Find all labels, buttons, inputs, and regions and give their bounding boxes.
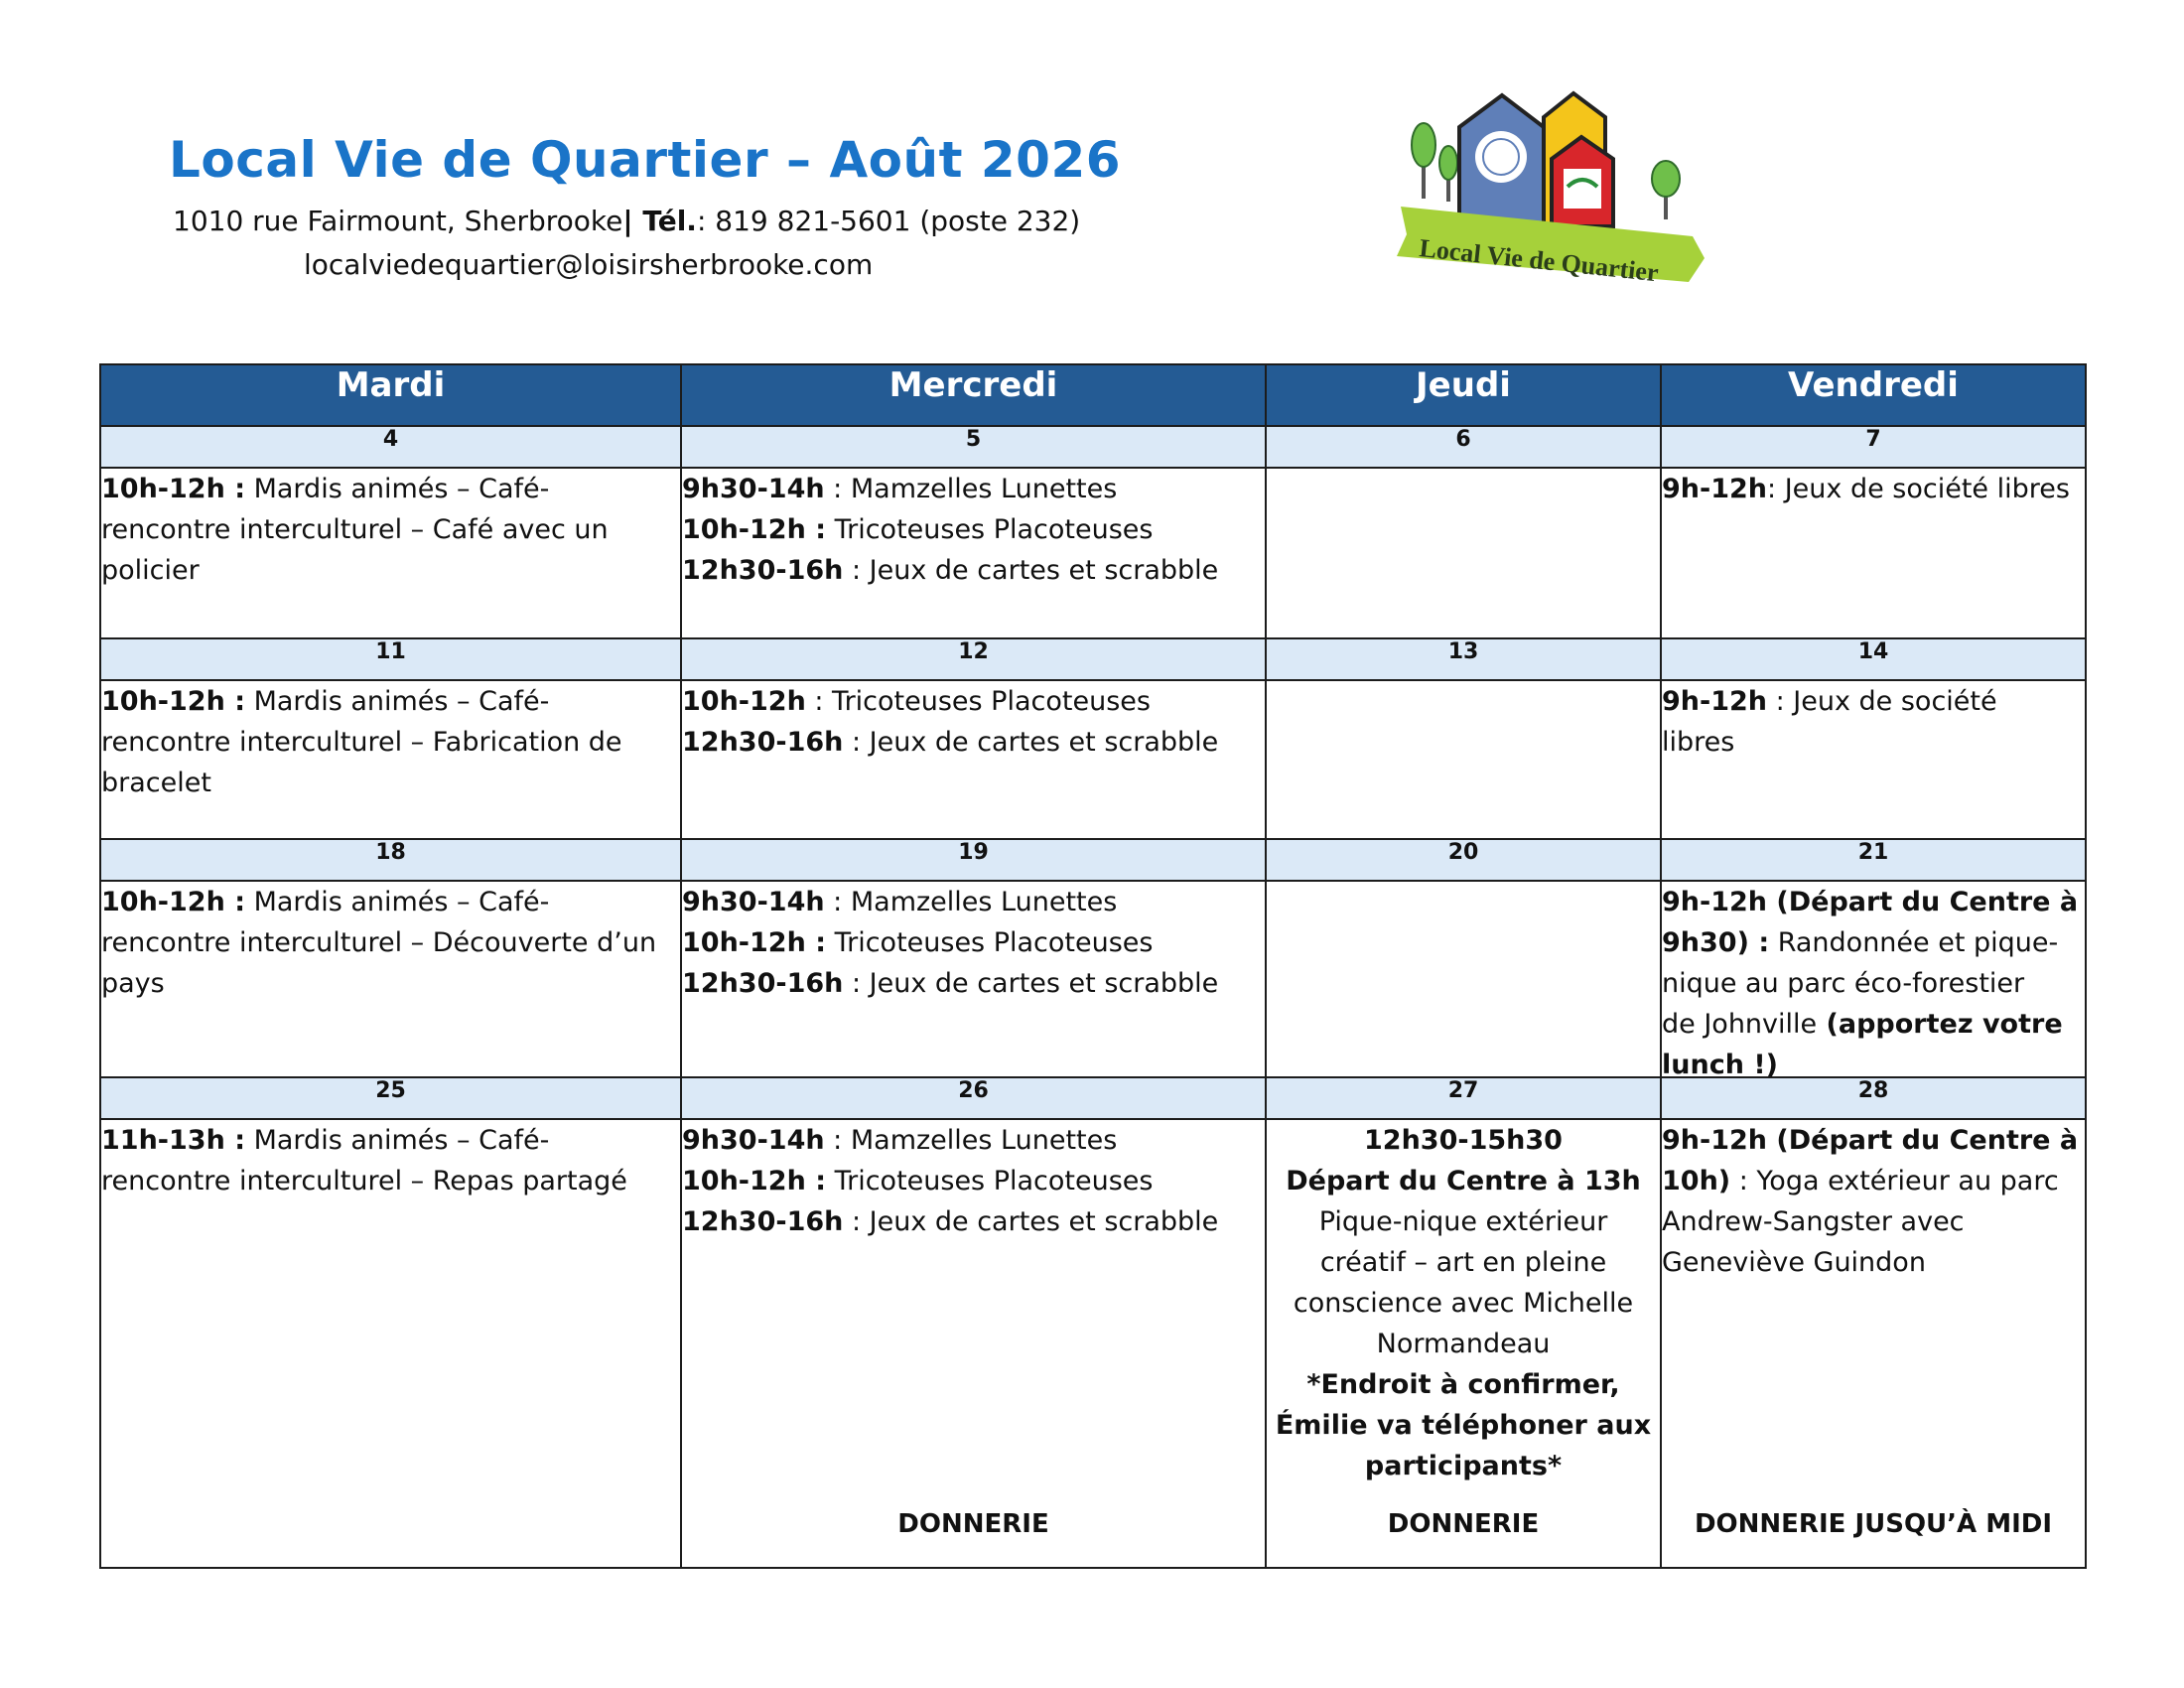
activity-cell [100,680,681,839]
activity-line [1662,1004,2085,1045]
address-text: 1010 rue Fairmount, Sherbrooke [173,205,623,237]
activity-text: Normandeau [1376,1329,1551,1359]
activity-time: 9h-12h (Départ du Centre à [1662,1125,2079,1156]
activity-cell [1661,881,2086,1080]
tree-icon [1412,123,1457,202]
activity-time: 12h30-16h [682,968,844,999]
column-header-mercredi: Mercredi [681,364,1266,426]
date-row [100,426,2086,468]
activity-line [1267,1161,1660,1201]
activity-text: rencontre interculturel – Découverte d’un [101,927,657,958]
activity-cell [100,881,681,1077]
red-house-icon [1552,137,1613,226]
activity-line [101,922,680,963]
activity-text: Andrew-Sangster avec [1662,1206,1965,1237]
activity-cell [681,680,1266,839]
activity-line [682,550,1265,591]
activity-line [101,509,680,550]
activity-line [682,1120,1265,1161]
activity-cell [1661,1119,2086,1568]
date-number: 11 [100,638,681,680]
activity-line [101,963,680,1004]
activity-time: 9h-12h [1662,474,1768,504]
email-address: localviedequartier@loisirsherbrooke.com [304,248,874,281]
donnerie-label: DONNERIE [897,1509,1049,1539]
activity-line [1267,1324,1660,1364]
activity-line [101,882,680,922]
activity-line [1662,922,2085,963]
activity-line [1662,722,2085,763]
activity-time: 10h-12h : [101,887,245,917]
activity-text: Tricoteuses Placoteuses [826,514,1154,545]
activity-time: participants* [1364,1451,1563,1481]
activity-text: : Jeux de cartes et scrabble [843,727,1219,758]
activity-time: 9h30-14h [682,887,825,917]
activity-text: conscience avec Michelle [1293,1288,1634,1319]
calendar-table [99,363,2087,1569]
activity-row [100,1119,2086,1568]
activity-time: Départ du Centre à 13h [1286,1166,1641,1196]
activity-cell [681,468,1266,638]
activity-line [101,1161,680,1201]
activity-text: : Jeux de société libres [1767,474,2070,504]
date-number: 19 [681,839,1266,881]
activity-cell [681,881,1266,1077]
activity-text: de Johnville [1662,1009,1818,1040]
activity-time: lunch !) [1662,1050,1778,1080]
activity-line [1662,1161,2085,1201]
activity-text: : Jeux de société [1767,686,1997,717]
activity-time: 9h30-14h [682,474,825,504]
activity-line [1662,681,2085,722]
activity-row [100,680,2086,839]
blue-house-icon [1459,95,1544,226]
activity-time: 10h-12h : [682,514,826,545]
activity-text: Tricoteuses Placoteuses [826,1166,1154,1196]
activity-text: : Mamzelles Lunettes [824,474,1118,504]
activity-text: pays [101,968,165,999]
date-number: 25 [100,1077,681,1119]
date-number: 7 [1661,426,2086,468]
activity-cell [100,468,681,638]
activity-text: : Yoga extérieur au parc [1730,1166,2059,1196]
activity-cell [1266,1119,1661,1568]
activity-line [101,469,680,509]
activity-line [1662,1201,2085,1242]
activity-line [101,681,680,722]
activity-line [682,509,1265,550]
date-number: 21 [1661,839,2086,881]
activity-line [682,1201,1265,1242]
date-number: 27 [1266,1077,1661,1119]
activity-time: *Endroit à confirmer, [1306,1369,1620,1400]
date-number: 4 [100,426,681,468]
activity-line [1267,1201,1660,1242]
date-number: 12 [681,638,1266,680]
activity-text: Mardis animés – Café- [245,474,550,504]
activity-row [100,881,2086,1077]
activity-time: 9h30) : [1662,927,1770,958]
activity-line [682,681,1265,722]
activity-line [682,963,1265,1004]
logo-banner-text: Local Vie de Quartier [1418,233,1660,288]
activity-line [1267,1283,1660,1324]
activity-time: 11h-13h : [101,1125,245,1156]
activity-text: Randonnée et pique- [1769,927,2059,958]
activity-text: nique au parc éco-forestier [1662,968,2025,999]
activity-text: libres [1662,727,1735,758]
activity-cell [1266,468,1661,638]
column-header-mardi: Mardi [100,364,681,426]
donnerie-label: DONNERIE [1387,1509,1540,1539]
date-number: 26 [681,1077,1266,1119]
activity-text: Pique-nique extérieur [1318,1206,1608,1237]
activity-text: : Jeux de cartes et scrabble [843,555,1219,586]
activity-time: 10h-12h : [101,474,245,504]
activity-time: 12h30-16h [682,555,844,586]
activity-line [1662,1120,2085,1161]
activity-time: 10h-12h : [682,927,826,958]
activity-text: : Mamzelles Lunettes [824,887,1118,917]
activity-line [1267,1446,1660,1486]
column-header-vendredi: Vendredi [1661,364,2086,426]
activity-time: 12h30-16h [682,727,844,758]
activity-line [682,469,1265,509]
activity-note: (apportez votre [1817,1009,2063,1040]
activity-text: bracelet [101,768,211,798]
activity-cell [1266,680,1661,839]
activity-time: 10h-12h : [682,1166,826,1196]
activity-line [1267,1364,1660,1405]
activity-line [1267,1242,1660,1283]
activity-line [1662,1242,2085,1283]
activity-row [100,468,2086,638]
activity-text: : Jeux de cartes et scrabble [843,1206,1219,1237]
activity-text: Mardis animés – Café- [245,686,550,717]
date-number: 18 [100,839,681,881]
activity-text: : Jeux de cartes et scrabble [843,968,1219,999]
activity-line [1267,1120,1660,1161]
activity-cell [1661,468,2086,638]
activity-time: 10h) [1662,1166,1731,1196]
activity-text: rencontre interculturel – Repas partagé [101,1166,627,1196]
activity-text: : Tricoteuses Placoteuses [805,686,1151,717]
day-header-row [100,364,2086,426]
activity-time: 12h30-16h [682,1206,844,1237]
calendar-body [100,426,2086,1568]
activity-time: 12h30-15h30 [1364,1125,1563,1156]
activity-line [101,763,680,803]
activity-cell [1266,881,1661,1077]
activity-line [101,1120,680,1161]
activity-line [1662,882,2085,922]
activity-time: 10h-12h [682,686,806,717]
activity-text: Geneviève Guindon [1662,1247,1926,1278]
activity-line [682,922,1265,963]
column-header-jeudi: Jeudi [1266,364,1661,426]
activity-cell [100,1119,681,1568]
activity-line [101,722,680,763]
activity-line [1662,963,2085,1004]
activity-cell [681,1119,1266,1568]
activity-text: rencontre interculturel – Fabrication de [101,727,622,758]
activity-cell [1661,680,2086,839]
local-vie-de-quartier-logo [1395,87,1712,296]
activity-time: 9h-12h (Départ du Centre à [1662,887,2079,917]
activity-text: policier [101,555,200,586]
activity-text: rencontre interculturel – Café avec un [101,514,609,545]
date-number: 14 [1661,638,2086,680]
date-number: 20 [1266,839,1661,881]
activity-line [682,722,1265,763]
activity-text: créatif – art en pleine [1319,1247,1607,1278]
date-row [100,839,2086,881]
date-number: 6 [1266,426,1661,468]
activity-time: 9h30-14h [682,1125,825,1156]
tree-icon [1652,161,1680,219]
donnerie-label: DONNERIE JUSQU’À MIDI [1694,1509,2053,1539]
activity-text: Tricoteuses Placoteuses [826,927,1154,958]
activity-line [682,1161,1265,1201]
activity-line [1662,1045,2085,1085]
date-number: 28 [1661,1077,2086,1119]
activity-time: Émilie va téléphoner aux [1275,1410,1652,1441]
date-number: 5 [681,426,1266,468]
date-number: 13 [1266,638,1661,680]
activity-line [1267,1405,1660,1446]
page-title: Local Vie de Quartier – Août 2026 [169,131,1122,189]
activity-text: Mardis animés – Café- [245,1125,550,1156]
activity-text: : Mamzelles Lunettes [824,1125,1118,1156]
activity-time: 9h-12h [1662,686,1768,717]
activity-text: Mardis animés – Café- [245,887,550,917]
address-line [173,205,1080,237]
activity-line [682,882,1265,922]
activity-line [101,550,680,591]
activity-line [1662,469,2085,509]
date-row [100,638,2086,680]
tel-label: | Tél. [622,205,697,237]
activity-time: 10h-12h : [101,686,245,717]
tel-value: : 819 821-5601 (poste 232) [696,205,1081,237]
